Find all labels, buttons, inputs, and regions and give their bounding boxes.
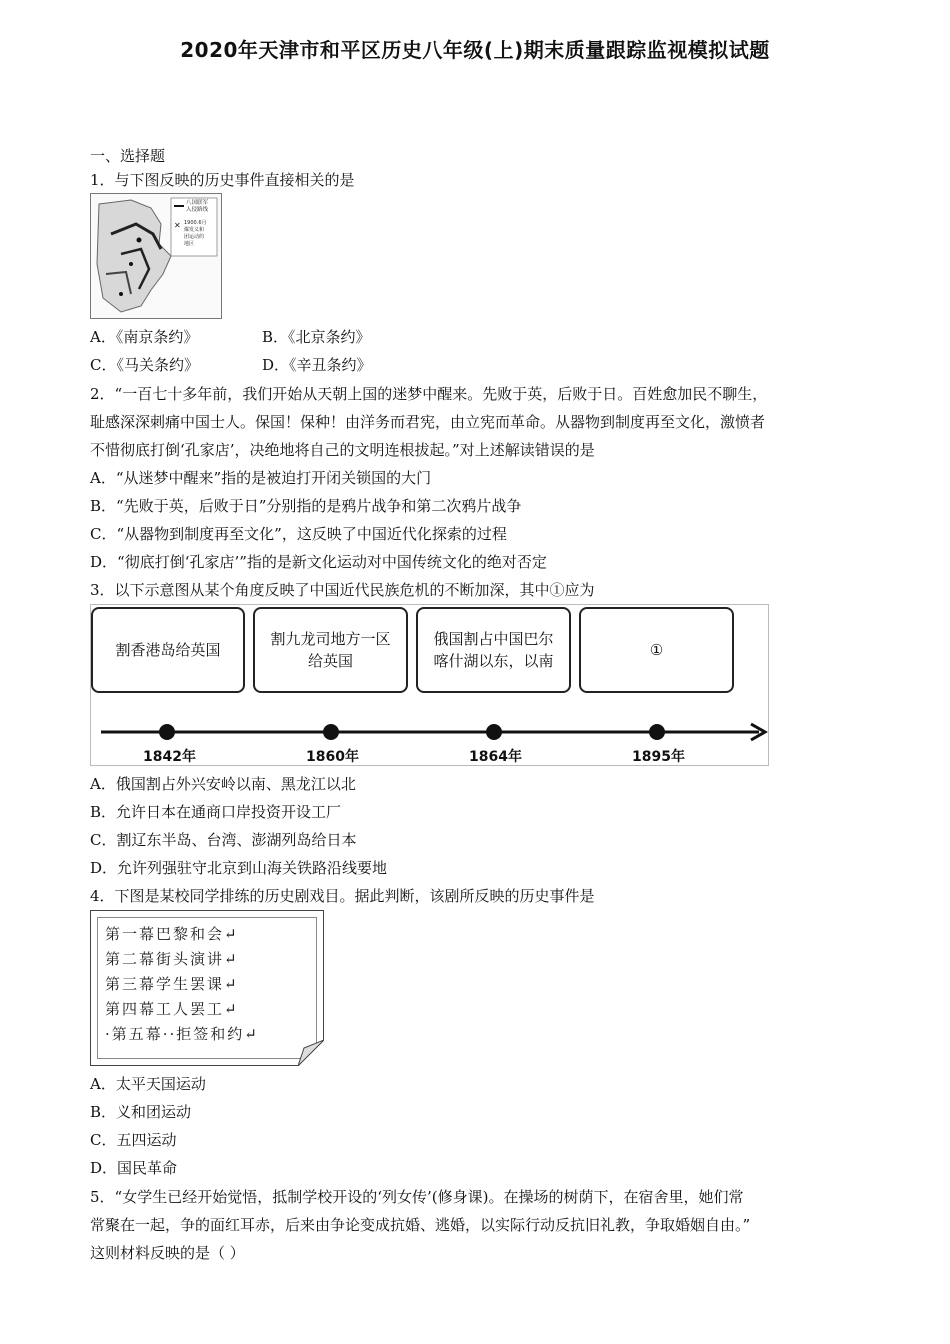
q4-option-a[interactable]: A．太平天国运动	[90, 1075, 206, 1093]
q1-map-figure	[90, 193, 222, 319]
svg-text:团运动的: 团运动的	[184, 234, 205, 240]
timeline-box-1842: 割香港岛给英国	[91, 607, 245, 693]
svg-text:✕: ✕	[174, 221, 181, 230]
q3-timeline-figure	[90, 604, 769, 766]
timeline-year-1864: 1864年	[469, 749, 522, 765]
q4-program-card	[90, 910, 324, 1066]
program-act-2: 第二幕街头演讲↵	[105, 950, 239, 968]
timeline-year-1860: 1860年	[306, 749, 359, 765]
q4-stem: 4．下图是某校同学排练的历史剧戏目。据此判断，该剧所反映的历史事件是	[90, 887, 595, 905]
map-legend-1b: 入侵路线	[186, 207, 209, 213]
page-title: 2020年天津市和平区历史八年级(上)期末质量跟踪监视模拟试题	[180, 38, 770, 62]
q4-option-c[interactable]: C．五四运动	[90, 1131, 177, 1149]
timeline-axis	[91, 605, 768, 765]
q2-option-a[interactable]: A．“从迷梦中醒来”指的是被迫打开闭关锁国的大门	[90, 469, 432, 487]
program-act-5: ·第五幕··拒签和约↵	[105, 1025, 259, 1043]
q1-option-c[interactable]: C．《马关条约》	[90, 356, 199, 374]
timeline-year-1842: 1842年	[143, 749, 196, 765]
q2-stem-line-3: 不惜彻底打倒‘孔家店’，决绝地将自己的文明连根拔起。”对上述解读错误的是	[90, 441, 595, 459]
map-legend-1: 八国联军	[186, 200, 209, 206]
page-curl-icon	[298, 1040, 324, 1066]
svg-text:爆发义和: 爆发义和	[184, 227, 205, 233]
timeline-year-1895: 1895年	[632, 749, 685, 765]
timeline-dot-1864	[486, 724, 502, 740]
program-act-4: 第四幕工人罢工↵	[105, 1000, 239, 1018]
q5-stem-line-1: 5．“女学生已经开始觉悟，抵制学校开设的‘列女传’(修身课)。在操场的树荫下，在宿舍里，她们常	[90, 1188, 744, 1206]
timeline-dot-1860	[323, 724, 339, 740]
q2-stem-line-2: 耻感深深刺痛中国士人。保国！保种！由洋务而君宪，由立宪而革命。从器物到制度再至文化，激愤者	[90, 413, 766, 431]
q5-stem-line-2: 常聚在一起，争的面红耳赤，后来由争论变成抗婚、逃婚，以实际行动反抗旧礼教，争取婚姻自由。”	[90, 1216, 751, 1234]
q3-option-c[interactable]: C．割辽东半岛、台湾、澎湖列岛给日本	[90, 831, 357, 849]
program-act-3: 第三幕学生罢课↵	[105, 975, 239, 993]
q3-option-d[interactable]: D．允许列强驻守北京到山海关铁路沿线要地	[90, 859, 388, 877]
q2-stem-line-1: 2．“一百七十多年前，我们开始从天朝上国的迷梦中醒来。先败于英，后败于日。百姓愈加民不聊生，	[90, 385, 768, 403]
q3-stem: 3．以下示意图从某个角度反映了中国近代民族危机的不断加深，其中①应为	[90, 581, 595, 599]
timeline-box-1895: ①	[579, 607, 734, 693]
program-act-1: 第一幕巴黎和会↵	[105, 925, 239, 943]
q1-option-a[interactable]: A．《南京条约》	[90, 328, 199, 346]
map-legend-2: 1900.6月	[184, 220, 207, 226]
q5-stem-line-3: 这则材料反映的是（ ）	[90, 1244, 245, 1262]
q1-option-d[interactable]: D．《辛丑条约》	[262, 356, 372, 374]
section-heading: 一、选择题	[90, 147, 166, 165]
timeline-box-1864: 俄国割占中国巴尔喀什湖以东，以南	[416, 607, 571, 693]
q2-option-d[interactable]: D．“彻底打倒‘孔家店’”指的是新文化运动对中国传统文化的绝对否定	[90, 553, 547, 571]
timeline-dot-1895	[649, 724, 665, 740]
q3-option-b[interactable]: B．允许日本在通商口岸投资开设工厂	[90, 803, 342, 821]
q2-option-b[interactable]: B．“先败于英，后败于日”分别指的是鸦片战争和第二次鸦片战争	[90, 497, 522, 515]
timeline-dot-1842	[159, 724, 175, 740]
q4-option-d[interactable]: D．国民革命	[90, 1159, 178, 1177]
q1-option-b[interactable]: B．《北京条约》	[262, 328, 371, 346]
historical-map-image	[91, 194, 221, 318]
timeline-box-1860: 割九龙司地方一区给英国	[253, 607, 408, 693]
svg-text:地区: 地区	[184, 241, 195, 247]
q2-option-c[interactable]: C．“从器物到制度再至文化”，这反映了中国近代化探索的过程	[90, 525, 507, 543]
q1-stem: 1．与下图反映的历史事件直接相关的是	[90, 171, 355, 189]
q4-option-b[interactable]: B．义和团运动	[90, 1103, 192, 1121]
q3-option-a[interactable]: A．俄国割占外兴安岭以南、黑龙江以北	[90, 775, 356, 793]
